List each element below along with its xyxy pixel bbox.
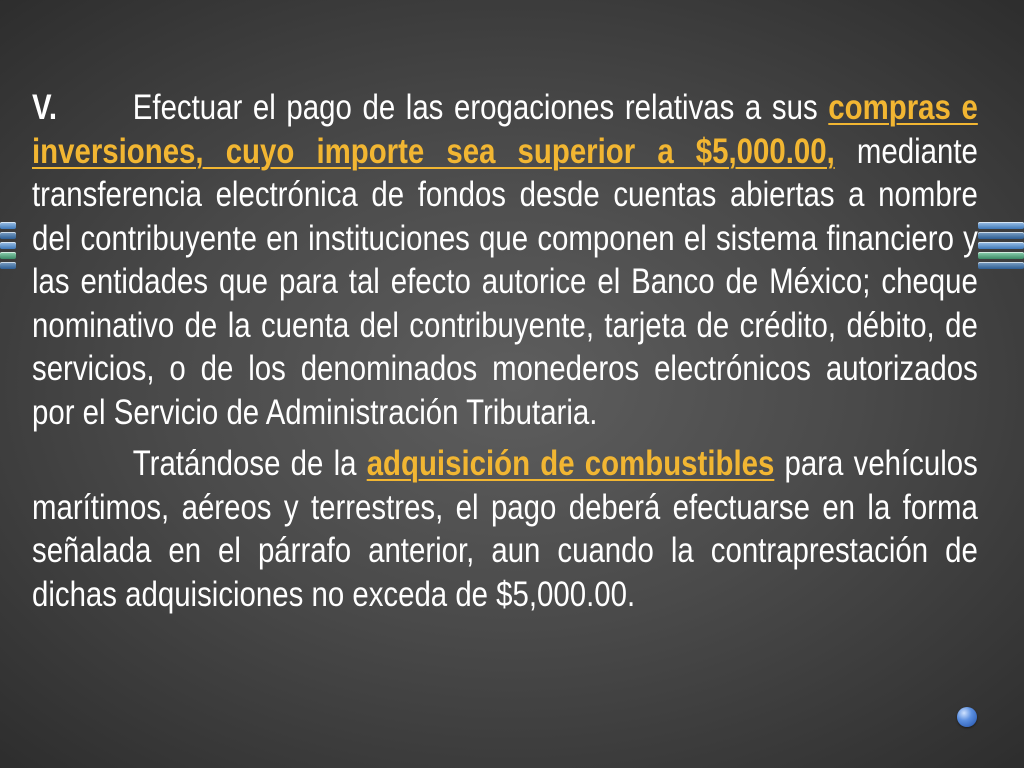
decorative-bar: [978, 242, 1024, 249]
decorative-bar: [0, 232, 16, 239]
slide-body: [32, 86, 978, 616]
decorative-bar: [0, 222, 16, 229]
paragraph-text: Tratándose de la: [132, 444, 367, 483]
highlighted-text: adquisición de combustibles: [366, 444, 775, 483]
decorative-bar: [978, 232, 1024, 239]
highlighted-text: compras e inversiones, cuyo importe sea superior a $5,000.00,: [32, 88, 978, 171]
decorative-bar: [0, 262, 16, 269]
paragraph-text: Efectuar el pago de las erogaciones relativas a sus: [132, 88, 829, 127]
paragraph-text: para vehículos marítimos, aéreos y terrestres, el pago deberá efectuarse en la forma señalada en el párrafo anterior, aun cuando la contraprestación de dichas adquisiciones no exceda de $5,000.00.: [32, 444, 978, 614]
slide-dot-icon: [957, 707, 977, 727]
paragraph-fraction-v: [32, 86, 978, 434]
decorative-bar: [978, 262, 1024, 269]
paragraph-text: mediante transferencia electrónica de fondos desde cuentas abiertas a nombre del contribuyente en instituciones que componen el sistema financiero y las entidades que para tal efecto autorice el Banco de México; cheque nominativo de la cuenta del contribuyente, tarjeta de crédito, débito, de servicios, o de los denominados monederos electrónicos autorizados por el Servicio de Administración Tributaria.: [32, 131, 978, 432]
decorative-bar: [0, 252, 16, 259]
left-decorative-bars: [0, 222, 16, 272]
decorative-bar: [978, 222, 1024, 229]
roman-numeral: V.: [32, 88, 58, 127]
decorative-bar: [978, 252, 1024, 259]
right-decorative-bars: [978, 222, 1024, 272]
decorative-bar: [0, 242, 16, 249]
paragraph-fuel: [32, 442, 978, 616]
